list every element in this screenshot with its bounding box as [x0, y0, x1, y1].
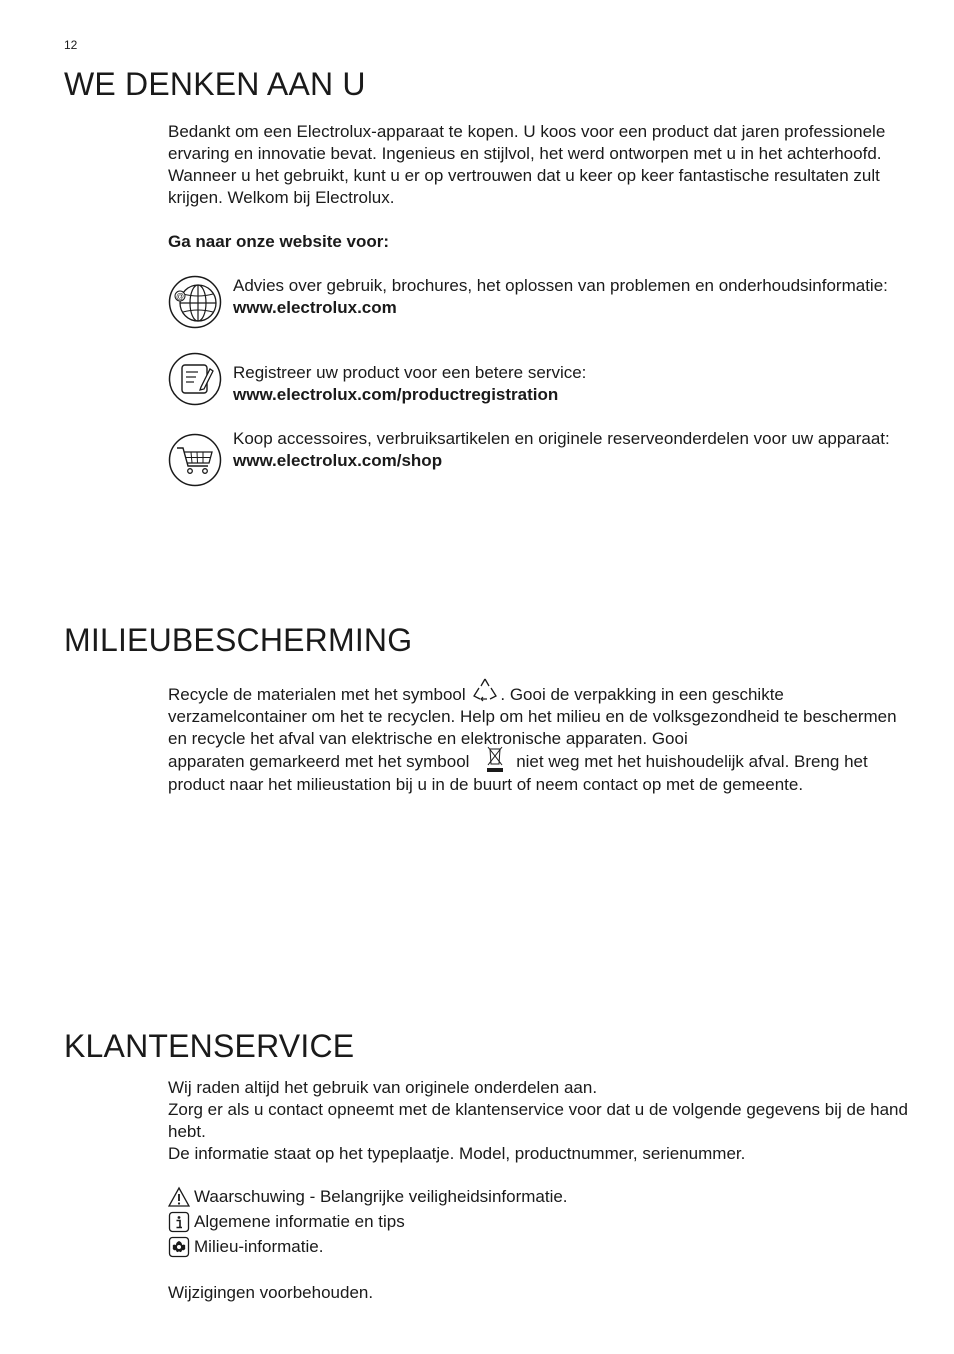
- footer-note: Wijzigingen voorbehouden.: [168, 1283, 374, 1302]
- legend-environment: [168, 1236, 323, 1258]
- registration-form-icon: [168, 352, 222, 406]
- legend-text: Algemene informatie en tips: [194, 1212, 405, 1231]
- recycle-icon: [470, 675, 500, 705]
- recycle-text-before: Recycle de materialen met het symbool: [168, 685, 466, 704]
- weee-text-before: apparaten gemarkeerd met het symbool: [168, 752, 470, 771]
- website-link[interactable]: www.electrolux.com/shop: [233, 451, 443, 470]
- weee-text-after: niet weg met het huishoudelijk afval. Breng het product naar het milieustation bij u in de buurt of neem contact op met de gemeente.: [168, 752, 868, 794]
- website-item-text: Registreer uw product voor een betere service:: [233, 363, 587, 382]
- legend-info: [168, 1211, 405, 1233]
- website-link[interactable]: www.electrolux.com/productregistration: [233, 385, 559, 404]
- warning-icon: [168, 1186, 190, 1208]
- website-item-text: Koop accessoires, verbruiksartikelen en originele reserveonderdelen voor uw apparaat:: [233, 429, 890, 448]
- customer-service-line: De informatie staat op het typeplaatje. Model, productnummer, serienummer.: [168, 1144, 746, 1163]
- website-item-shop: [168, 429, 908, 499]
- intro-paragraph: Bedankt om een Electrolux-apparaat te kopen. U koos voor een product dat jaren professionele ervaring en innovatie bevat. Ingenieus en stijlvol, het werd ontworpen met u in het achterhoofd. Wanneer u het gebruikt, kunt u er op vertrouwen dat u keer op keer fantastische resultaten zult krijgen. Welkom bij Electrolux.: [168, 122, 886, 207]
- customer-service-line: Wij raden altijd het gebruik van originele onderdelen aan.: [168, 1078, 598, 1097]
- customer-service-text: [168, 1077, 908, 1165]
- website-link[interactable]: www.electrolux.com: [233, 298, 397, 317]
- legend-text: Waarschuwing - Belangrijke veiligheidsinformatie.: [194, 1187, 568, 1206]
- shopping-cart-icon: [168, 433, 222, 487]
- recycle-text-after: . Gooi de verpakking in een geschikte verzamelcontainer om het te recyclen. Help om het milieu en de volksgezondheid te beschermen en recycle het afval van elektrische en elektronische apparaten. Gooi: [168, 685, 897, 748]
- website-item-advice: [168, 275, 908, 341]
- globe-icon: [168, 275, 222, 329]
- section-title-klantenservice: KLANTENSERVICE: [64, 1028, 355, 1064]
- legend-warning: [168, 1186, 568, 1208]
- environment-paragraph-1: [168, 684, 908, 750]
- website-item-registration: [168, 352, 908, 408]
- page-number: 12: [64, 38, 78, 52]
- crossed-bin-icon: [480, 744, 510, 774]
- svg-text:@: @: [175, 292, 185, 301]
- legend-text: Milieu-informatie.: [194, 1237, 324, 1256]
- info-icon: [168, 1211, 190, 1233]
- website-heading: Ga naar onze website voor:: [168, 232, 390, 251]
- customer-service-line: Zorg er als u contact opneemt met de klantenservice voor dat u de volgende gegevens bij de hand hebt.: [168, 1100, 908, 1141]
- website-item-text: Advies over gebruik, brochures, het oplossen van problemen en onderhoudsinformatie:: [233, 276, 888, 295]
- environment-paragraph-2: [168, 751, 908, 796]
- section-title-milieubescherming: MILIEUBESCHERMING: [64, 622, 413, 658]
- environment-icon: [168, 1236, 190, 1258]
- section-title-we-denken-aan-u: WE DENKEN AAN U: [64, 66, 366, 102]
